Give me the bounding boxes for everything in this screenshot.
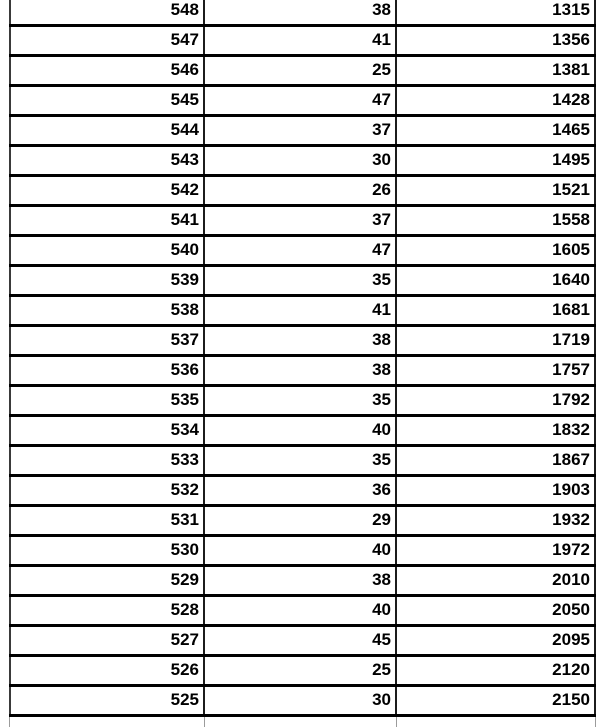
table-cell[interactable] [9,717,205,727]
table-row [9,177,596,207]
table-cell[interactable]: 544 [9,117,205,144]
table-cell[interactable]: 1640 [397,267,596,294]
table-cell[interactable]: 35 [205,387,397,414]
table-cell[interactable]: 1792 [397,387,596,414]
table-row [9,207,596,237]
table-row [9,417,596,447]
table-cell[interactable]: 25 [205,57,397,84]
table-cell[interactable]: 546 [9,57,205,84]
table-cell[interactable]: 545 [9,87,205,114]
table-cell[interactable]: 47 [205,237,397,264]
table-cell[interactable]: 526 [9,657,205,684]
table-cell[interactable]: 38 [205,0,397,24]
table-cell[interactable]: 41 [205,27,397,54]
table-cell[interactable]: 25 [205,657,397,684]
table-cell[interactable]: 1867 [397,447,596,474]
table-cell[interactable]: 528 [9,597,205,624]
table-row [9,567,596,597]
table-cell[interactable] [205,717,397,727]
table-cell[interactable]: 1495 [397,147,596,174]
table-row [9,267,596,297]
table-row [9,657,596,687]
table-row [9,477,596,507]
table-cell[interactable]: 47 [205,87,397,114]
table-cell[interactable]: 38 [205,567,397,594]
table-row [9,357,596,387]
table-cell[interactable]: 29 [205,507,397,534]
table-row [9,627,596,657]
table-cell[interactable]: 40 [205,597,397,624]
table-row [9,147,596,177]
table-cell[interactable]: 1719 [397,327,596,354]
table-row [9,507,596,537]
table-row [9,597,596,627]
table-cell[interactable]: 40 [205,417,397,444]
table-cell[interactable]: 1428 [397,87,596,114]
table-cell[interactable]: 41 [205,297,397,324]
table-row [9,57,596,87]
table-cell[interactable]: 1605 [397,237,596,264]
data-table [9,0,596,727]
table-cell[interactable]: 548 [9,0,205,24]
table-cell[interactable]: 537 [9,327,205,354]
table-cell[interactable]: 40 [205,537,397,564]
table-cell[interactable]: 26 [205,177,397,204]
table-cell[interactable]: 529 [9,567,205,594]
table-cell[interactable]: 547 [9,27,205,54]
table-cell[interactable]: 1381 [397,57,596,84]
table-cell[interactable]: 543 [9,147,205,174]
table-cell[interactable]: 538 [9,297,205,324]
table-cell[interactable]: 45 [205,627,397,654]
table-cell[interactable]: 35 [205,267,397,294]
table-cell[interactable]: 38 [205,357,397,384]
table-cell[interactable]: 1315 [397,0,596,24]
table-row [9,0,596,27]
table-cell[interactable]: 542 [9,177,205,204]
table-cell[interactable]: 1558 [397,207,596,234]
table-cell[interactable]: 530 [9,537,205,564]
table-row [9,27,596,57]
table-cell[interactable]: 37 [205,117,397,144]
table-cell[interactable]: 534 [9,417,205,444]
table-cell[interactable]: 1972 [397,537,596,564]
table-cell[interactable]: 527 [9,627,205,654]
table-cell[interactable]: 1356 [397,27,596,54]
table-cell[interactable]: 535 [9,387,205,414]
table-row [9,87,596,117]
table-cell[interactable]: 1681 [397,297,596,324]
table-cell[interactable]: 531 [9,507,205,534]
table-row [9,687,596,717]
table-cell[interactable]: 1465 [397,117,596,144]
table-cell[interactable]: 536 [9,357,205,384]
table-cell[interactable]: 2095 [397,627,596,654]
table-row [9,237,596,267]
table-cell[interactable]: 30 [205,147,397,174]
table-row [9,297,596,327]
table-rows [9,0,596,717]
partial-next-row [9,717,596,727]
table-cell[interactable]: 36 [205,477,397,504]
table-cell[interactable]: 1521 [397,177,596,204]
table-row [9,117,596,147]
table-cell[interactable]: 541 [9,207,205,234]
table-cell[interactable]: 30 [205,687,397,714]
table-cell[interactable]: 2150 [397,687,596,714]
table-row [9,537,596,567]
table-row [9,387,596,417]
table-row [9,447,596,477]
table-cell[interactable]: 1903 [397,477,596,504]
table-cell[interactable]: 37 [205,207,397,234]
table-cell[interactable]: 539 [9,267,205,294]
table-cell[interactable]: 1932 [397,507,596,534]
table-cell[interactable]: 38 [205,327,397,354]
table-row [9,327,596,357]
table-cell[interactable]: 540 [9,237,205,264]
table-cell[interactable]: 35 [205,447,397,474]
table-cell[interactable]: 533 [9,447,205,474]
table-cell[interactable] [397,717,596,727]
table-cell[interactable]: 2120 [397,657,596,684]
table-cell[interactable]: 2010 [397,567,596,594]
table-cell[interactable]: 1757 [397,357,596,384]
table-cell[interactable]: 1832 [397,417,596,444]
table-cell[interactable]: 525 [9,687,205,714]
table-cell[interactable]: 532 [9,477,205,504]
table-cell[interactable]: 2050 [397,597,596,624]
